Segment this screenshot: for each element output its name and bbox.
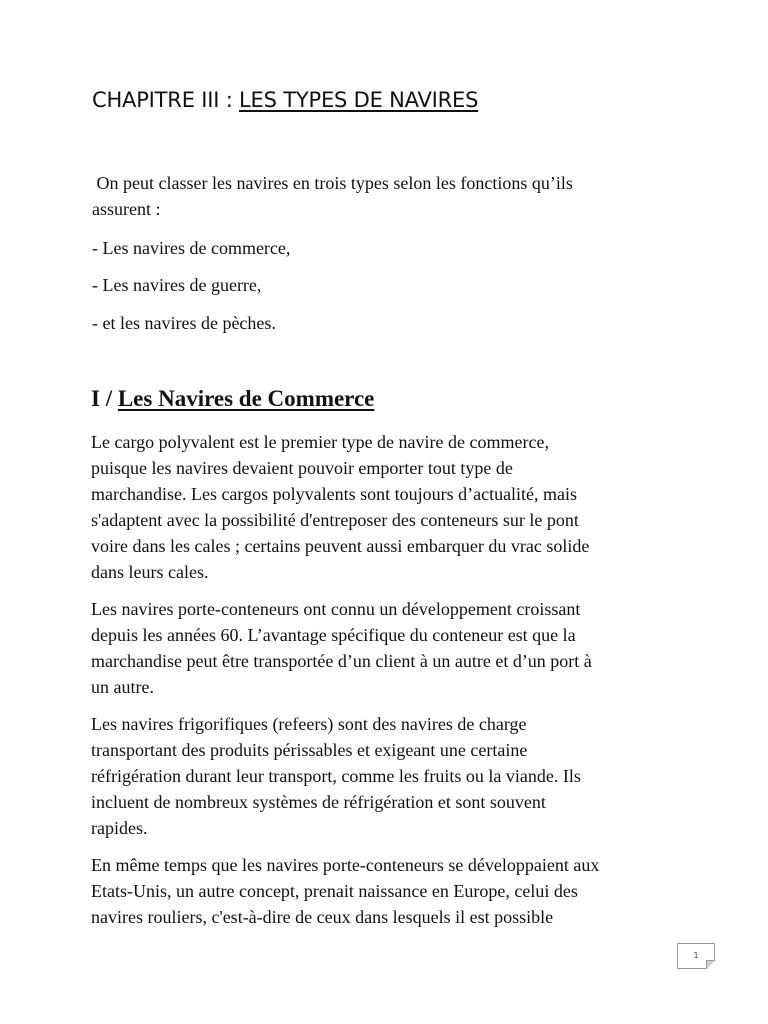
paragraph-line: En même temps que les navires porte-conteneurs se développaient aux [91, 855, 600, 875]
paragraph-line: navires rouliers, c'est-à-dire de ceux dans lesquels il est possible [91, 907, 554, 927]
intro-line-2: assurent : [92, 199, 161, 219]
paragraph-line: transportant des produits périssables et exigeant une certaine [91, 740, 528, 760]
paragraph-line: réfrigération durant leur transport, comme les fruits ou la viande. Ils [91, 766, 581, 786]
page-number-box [677, 943, 715, 969]
paragraph-cargo-polyvalent [91, 429, 691, 585]
paragraph-line: Les navires frigorifiques (refeers) sont des navires de charge [91, 714, 527, 734]
paragraph-line: incluent de nombreux systèmes de réfrigération et sont souvent [91, 792, 546, 812]
page-number: 1 [693, 951, 699, 960]
paragraph-line: voire dans les cales ; certains peuvent aussi embarquer du vrac solide [91, 536, 590, 556]
paragraph-line: rapides. [91, 818, 148, 838]
paragraph-line: Etats-Unis, un autre concept, prenait naissance en Europe, celui des [91, 881, 578, 901]
section-heading [91, 386, 374, 412]
section-prefix: I / [91, 386, 118, 411]
paragraph-line: marchandise peut être transportée d’un client à un autre et d’un port à [91, 651, 592, 671]
paragraph-line: un autre. [91, 677, 154, 697]
chapter-heading [92, 88, 478, 112]
paragraph-line: depuis les années 60. L’avantage spécifique du conteneur est que la [91, 625, 576, 645]
intro-paragraph [92, 170, 732, 222]
paragraph-frigorifiques [91, 711, 691, 841]
bullet-item-commerce: - Les navires de commerce, [92, 238, 291, 258]
paragraph-rouliers [91, 852, 691, 930]
paragraph-porte-conteneurs [91, 596, 691, 700]
bullet-item-peches: - et les navires de pèches. [92, 313, 276, 333]
paragraph-line: puisque les navires devaient pouvoir emporter tout type de [91, 458, 513, 478]
paragraph-line: s'adaptent avec la possibilité d'entreposer des conteneurs sur le pont [91, 510, 579, 530]
section-title: Les Navires de Commerce [117, 386, 375, 411]
intro-line-1: On peut classer les navires en trois types selon les fonctions qu’ils [92, 173, 573, 193]
page-fold-icon [706, 960, 715, 969]
chapter-title: LES TYPES DE NAVIRES [239, 88, 479, 112]
chapter-prefix: CHAPITRE III : [92, 88, 240, 112]
paragraph-line: marchandise. Les cargos polyvalents sont toujours d’actualité, mais [91, 484, 578, 504]
paragraph-line: Le cargo polyvalent est le premier type de navire de commerce, [91, 432, 549, 452]
paragraph-line: dans leurs cales. [91, 562, 209, 582]
bullet-item-guerre: - Les navires de guerre, [92, 275, 262, 295]
paragraph-line: Les navires porte-conteneurs ont connu un développement croissant [91, 599, 581, 619]
